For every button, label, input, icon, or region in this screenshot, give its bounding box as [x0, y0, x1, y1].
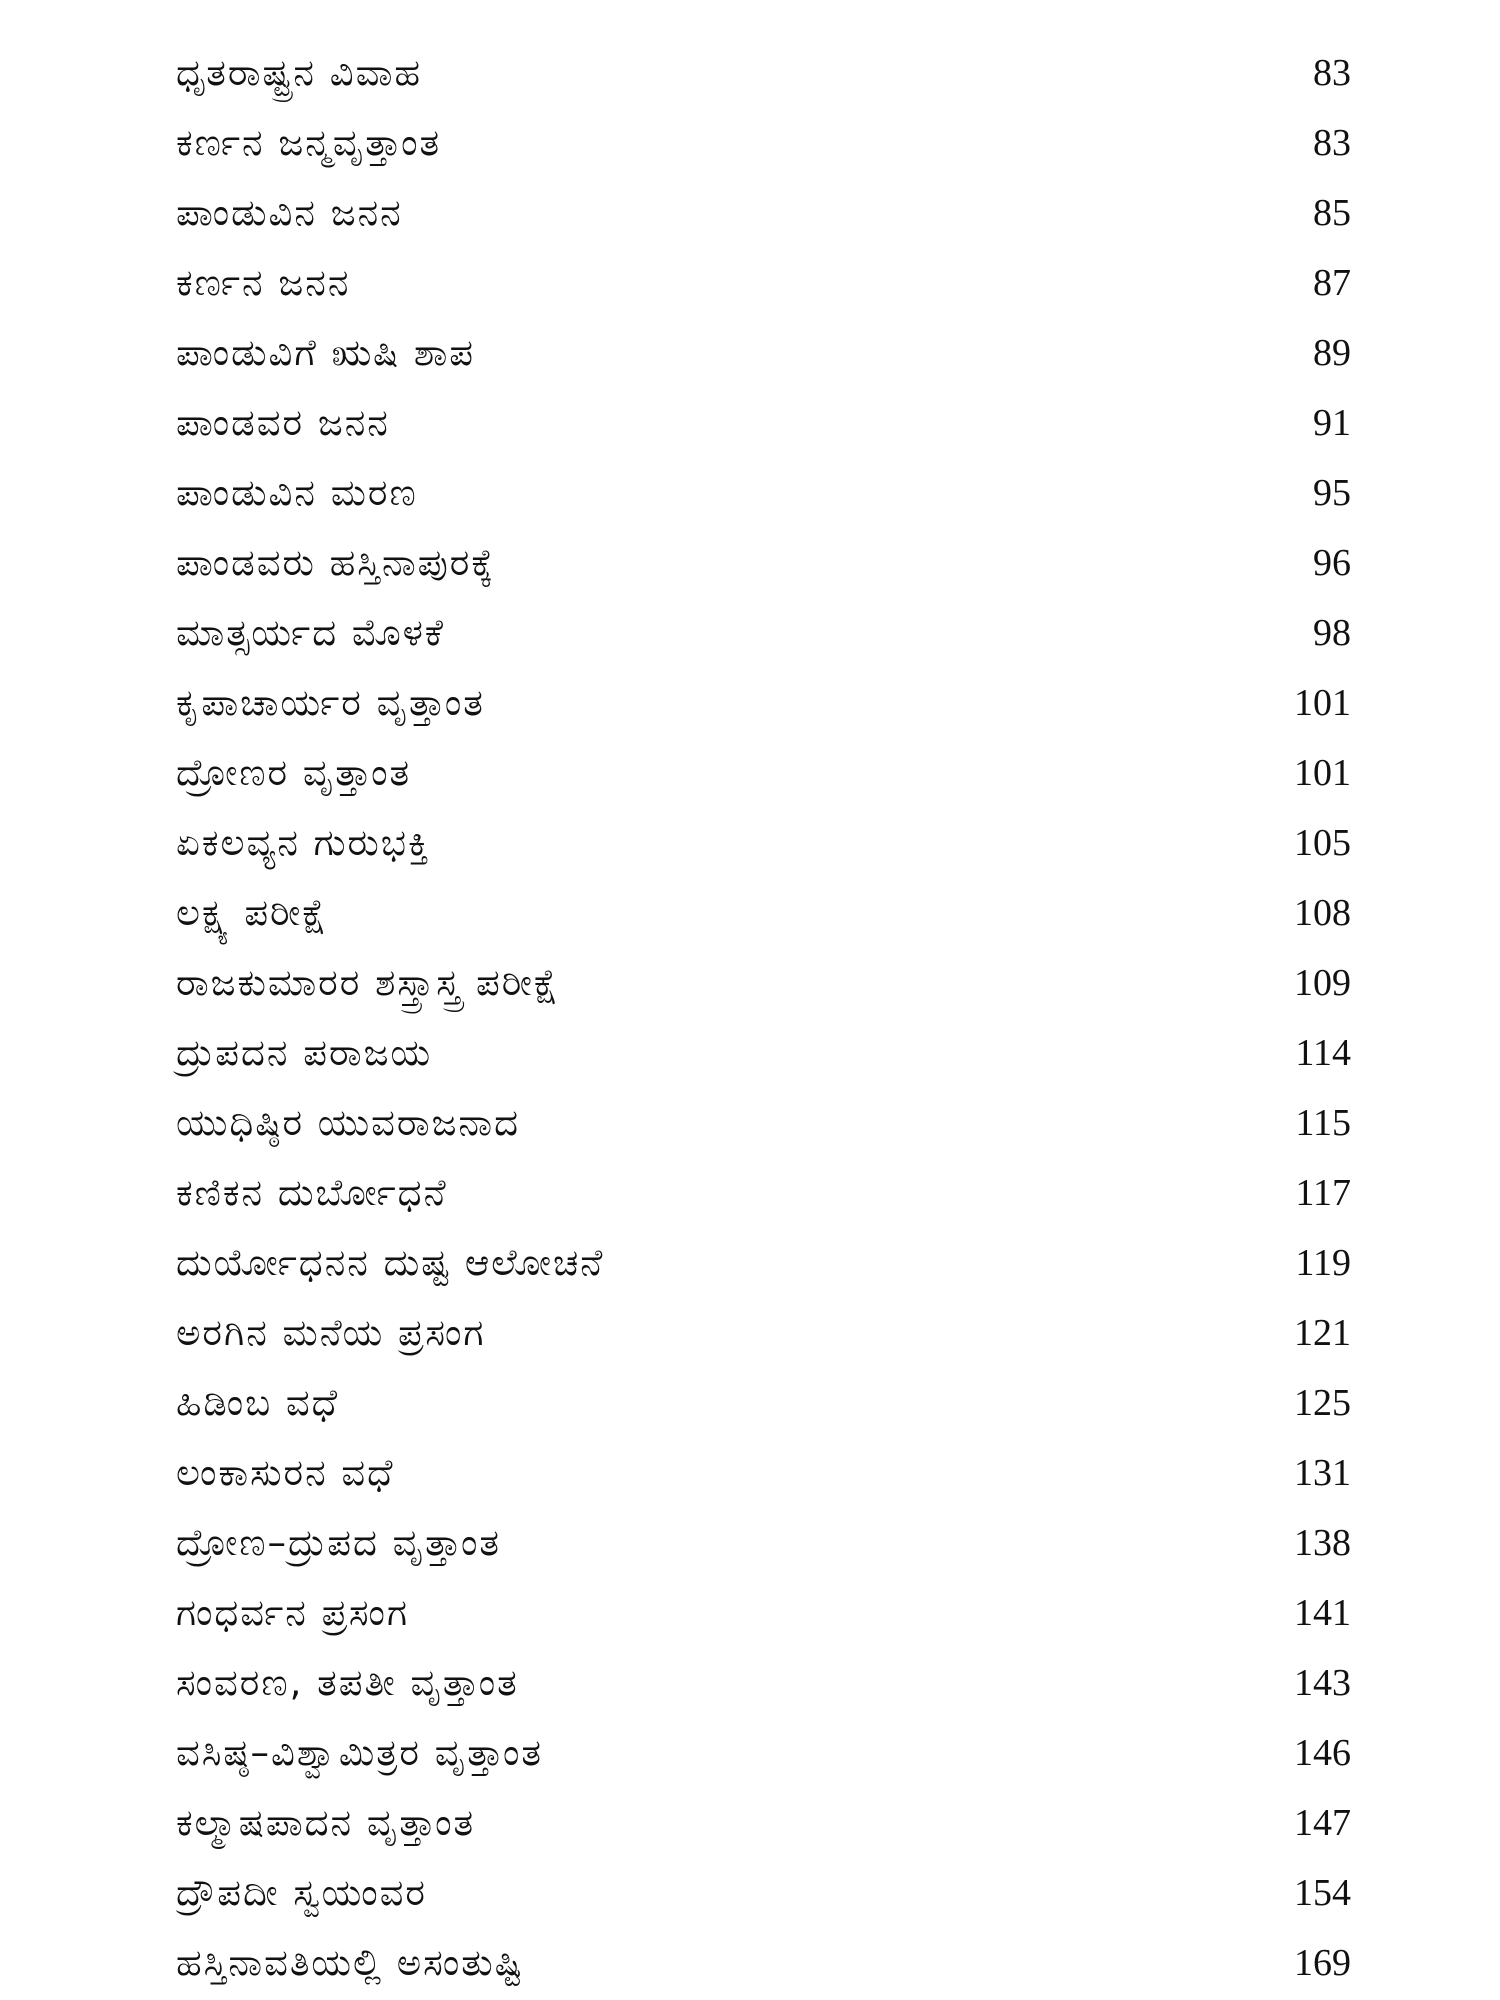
toc-entry-title: ಲಂಕಾಸುರನ ವಧೆ [176, 1451, 395, 1494]
toc-entry [176, 528, 1351, 598]
toc-entry [176, 948, 1351, 1018]
toc-entry [176, 38, 1351, 108]
toc-entry-page: 109 [1294, 962, 1351, 1004]
toc-entry-title: ಲಕ್ಷ್ಯ ಪರೀಕ್ಷೆ [176, 891, 329, 934]
toc-entry-page: 87 [1313, 262, 1351, 304]
toc-entry [176, 1228, 1351, 1298]
toc-entry [176, 1578, 1351, 1648]
toc-entry-page: 121 [1294, 1312, 1351, 1354]
toc-entry [176, 1158, 1351, 1228]
toc-entry-page: 91 [1313, 402, 1351, 444]
toc-entry-title: ಏಕಲವ್ಯನ ಗುರುಭಕ್ತಿ [176, 821, 431, 864]
toc-entry-page: 146 [1294, 1732, 1351, 1774]
toc-entry [176, 808, 1351, 878]
toc-entry [176, 1858, 1351, 1928]
toc-entry-title: ವಸಿಷ್ಠ–ವಿಶ್ವಾಮಿತ್ರರ ವೃತ್ತಾಂತ [176, 1731, 544, 1774]
toc-entry [176, 668, 1351, 738]
toc-entry-title: ದ್ರೌಪದೀ ಸ್ವಯಂವರ [176, 1871, 427, 1914]
toc-entry [176, 1928, 1351, 1998]
toc-entry-title: ಪಾಂಡುವಿನ ಮರಣ [176, 471, 418, 514]
toc-entry [176, 1788, 1351, 1858]
toc-entry [176, 1508, 1351, 1578]
toc-entry-title: ಕರ್ಣನ ಜನ್ಮವೃತ್ತಾಂತ [176, 121, 442, 164]
toc-entry-page: 96 [1313, 542, 1351, 584]
toc-entry-title: ಮಾತ್ಸರ್ಯದ ಮೊಳಕೆ [176, 611, 445, 654]
toc-entry-page: 101 [1294, 682, 1351, 724]
toc-entry-title: ಗಂಧರ್ವನ ಪ್ರಸಂಗ [176, 1591, 409, 1634]
toc-entry [176, 318, 1351, 388]
toc-entry-page: 101 [1294, 752, 1351, 794]
toc-entry-title: ದ್ರೋಣರ ವೃತ್ತಾಂತ [176, 751, 412, 794]
toc-entry-page: 138 [1294, 1522, 1351, 1564]
toc-entry-page: 83 [1313, 122, 1351, 164]
toc-entry-page: 85 [1313, 192, 1351, 234]
toc-entry-page: 117 [1295, 1172, 1351, 1214]
toc-entry-title: ದ್ರುಪದನ ಪರಾಜಯ [176, 1031, 433, 1074]
toc-entry-title: ಕಲ್ಮಾಷಪಾದನ ವೃತ್ತಾಂತ [176, 1801, 476, 1844]
toc-entry [176, 1368, 1351, 1438]
toc-entry-title: ಪಾಂಡುವಿನ ಜನನ [176, 191, 403, 234]
table-of-contents [176, 38, 1351, 1998]
toc-entry [176, 178, 1351, 248]
toc-entry-page: 154 [1294, 1872, 1351, 1914]
toc-entry [176, 1718, 1351, 1788]
toc-entry-title: ಧೃತರಾಷ್ಟ್ರನ ವಿವಾಹ [176, 51, 423, 94]
toc-entry-title: ದುರ್ಯೋಧನನ ದುಷ್ಟ ಆಲೋಚನೆ [176, 1241, 605, 1284]
toc-entry-page: 147 [1294, 1802, 1351, 1844]
toc-entry-title: ಅರಗಿನ ಮನೆಯ ಪ್ರಸಂಗ [176, 1311, 486, 1354]
toc-entry-title: ಪಾಂಡುವಿಗೆ ಋಷಿ ಶಾಪ [176, 331, 475, 374]
toc-entry [176, 878, 1351, 948]
toc-entry [176, 738, 1351, 808]
toc-entry [176, 1438, 1351, 1508]
toc-entry-page: 114 [1295, 1032, 1351, 1074]
toc-entry-title: ಹಿಡಿಂಬ ವಧೆ [176, 1381, 340, 1424]
toc-entry-title: ಯುಧಿಷ್ಠಿರ ಯುವರಾಜನಾದ [176, 1101, 520, 1144]
toc-entry-page: 131 [1294, 1452, 1351, 1494]
toc-entry-page: 98 [1313, 612, 1351, 654]
toc-entry-page: 83 [1313, 52, 1351, 94]
toc-entry [176, 1298, 1351, 1368]
toc-entry-page: 105 [1294, 822, 1351, 864]
toc-entry-title: ಕರ್ಣನ ಜನನ [176, 261, 351, 304]
toc-entry [176, 1648, 1351, 1718]
toc-entry-page: 143 [1294, 1662, 1351, 1704]
toc-entry [176, 598, 1351, 668]
toc-entry-title: ಕೃಪಾಚಾರ್ಯರ ವೃತ್ತಾಂತ [176, 681, 485, 724]
toc-entry [176, 388, 1351, 458]
toc-entry-page: 169 [1294, 1942, 1351, 1984]
toc-entry [176, 1018, 1351, 1088]
toc-entry [176, 1088, 1351, 1158]
toc-entry [176, 248, 1351, 318]
toc-entry [176, 108, 1351, 178]
toc-entry-title: ಸಂವರಣ, ತಪತೀ ವೃತ್ತಾಂತ [176, 1661, 519, 1704]
toc-entry-page: 89 [1313, 332, 1351, 374]
toc-entry-title: ಕಣಿಕನ ದುರ್ಬೋಧನೆ [176, 1171, 448, 1214]
toc-entry-title: ರಾಜಕುಮಾರರ ಶಸ್ತ್ರಾಸ್ತ್ರ ಪರೀಕ್ಷೆ [176, 961, 560, 1004]
toc-entry-page: 115 [1295, 1102, 1351, 1144]
toc-entry-title: ಹಸ್ತಿನಾವತಿಯಲ್ಲಿ ಅಸಂತುಷ್ಟಿ [176, 1941, 525, 1984]
toc-entry-title: ಪಾಂಡವರ ಜನನ [176, 401, 390, 444]
toc-entry-title: ದ್ರೋಣ–ದ್ರುಪದ ವೃತ್ತಾಂತ [176, 1521, 501, 1564]
toc-entry-page: 125 [1294, 1382, 1351, 1424]
toc-entry [176, 458, 1351, 528]
toc-entry-page: 141 [1294, 1592, 1351, 1634]
toc-entry-title: ಪಾಂಡವರು ಹಸ್ತಿನಾಪುರಕ್ಕೆ [176, 541, 495, 584]
toc-entry-page: 95 [1313, 472, 1351, 514]
toc-entry-page: 119 [1295, 1242, 1351, 1284]
toc-entry-page: 108 [1294, 892, 1351, 934]
